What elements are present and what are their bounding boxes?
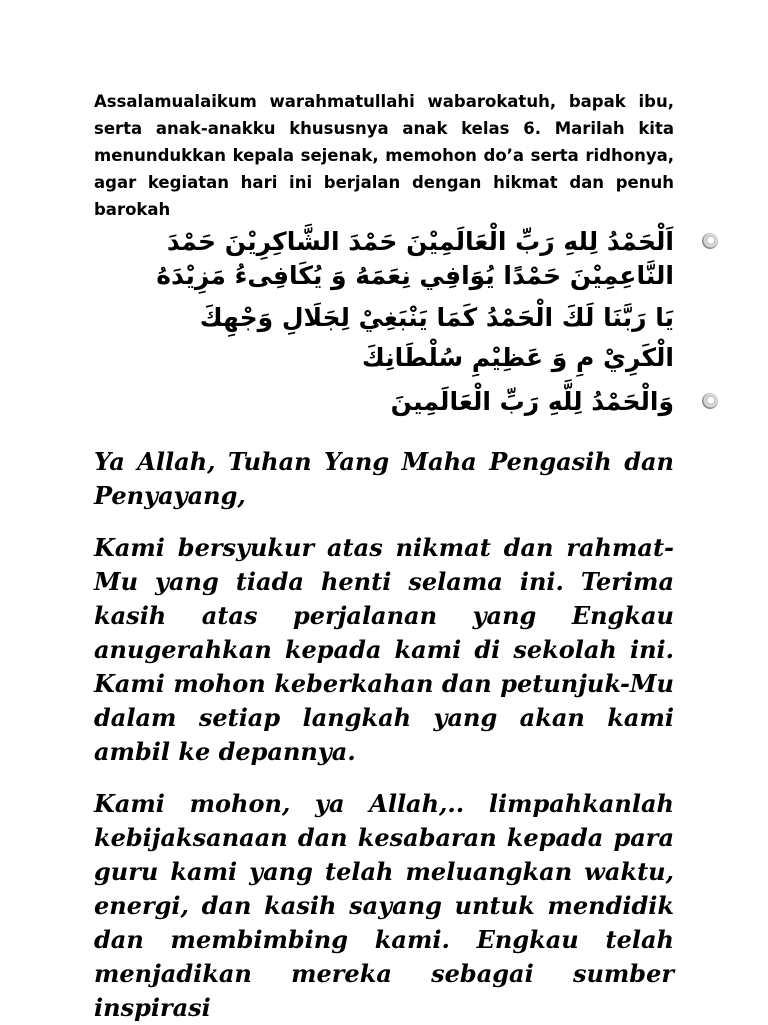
prayer-paragraph-1: Ya Allah, Tuhan Yang Maha Pengasih dan Penyayang,	[94, 447, 674, 510]
arabic-line-4-text: الْكَرِيْ مِ وَ عَظِيْمِ سُلْطَانِكَ	[361, 343, 674, 372]
prayer-paragraph-3: Kami mohon, ya Allah,.. limpahkanlah kebijaksanaan dan kesabaran kepada para guru kami yang telah meluangkan waktu, energi, dan kasih sayang untuk mendidik dan membimbing kami. Engkau telah menjadikan mereka sebagai sumber inspirasi	[94, 789, 674, 1022]
bullet-icon	[702, 233, 718, 249]
arabic-line-3	[94, 301, 674, 335]
arabic-line-1-text: اَلْحَمْدُ لِلهِ رَبِّ الْعَالَمِيْنَ حَمْدَ الشَّاكِرِيْنَ حَمْدَ	[166, 227, 674, 256]
arabic-line-1	[94, 225, 674, 259]
arabic-line-5-text: وَالْحَمْدُ لِلَّهِ رَبِّ الْعَالَمِينَ	[390, 387, 674, 416]
arabic-line-4	[94, 341, 674, 375]
prayer-paragraph-2: Kami bersyukur atas nikmat dan rahmat-Mu yang tiada henti selama ini. Terima kasih atas perjalanan yang Engkau anugerahkan kepada kami di sekolah ini. Kami mohon keberkahan dan petunjuk-Mu dalam setiap langkah yang akan kami ambil ke depannya.	[94, 533, 674, 766]
intro-paragraph: Assalamualaikum warahmatullahi wabarokatuh, bapak ibu, serta anak-anakku khususnya anak kelas 6. Marilah kita menundukkan kepala sejenak, memohon do’a serta ridhonya, agar kegiatan hari ini berjalan dengan hikmat dan penuh barokah	[94, 92, 674, 219]
arabic-line-2	[94, 259, 674, 293]
arabic-prayer-block	[94, 225, 674, 419]
arabic-line-5	[94, 385, 674, 419]
arabic-line-2-text: النَّاعِمِيْنَ حَمْدًا يُوَافِي نِعَمَهُ وَ يُكَافِىءُ مَزِيْدَهُ	[156, 261, 674, 290]
document-page	[94, 88, 674, 1025]
arabic-line-3-text: يَا رَبَّنَا لَكَ الْحَمْدُ كَمَا يَنْبَغِيْ لِجَلَالِ وَجْهِكَ	[199, 303, 674, 332]
bullet-icon	[702, 393, 718, 409]
